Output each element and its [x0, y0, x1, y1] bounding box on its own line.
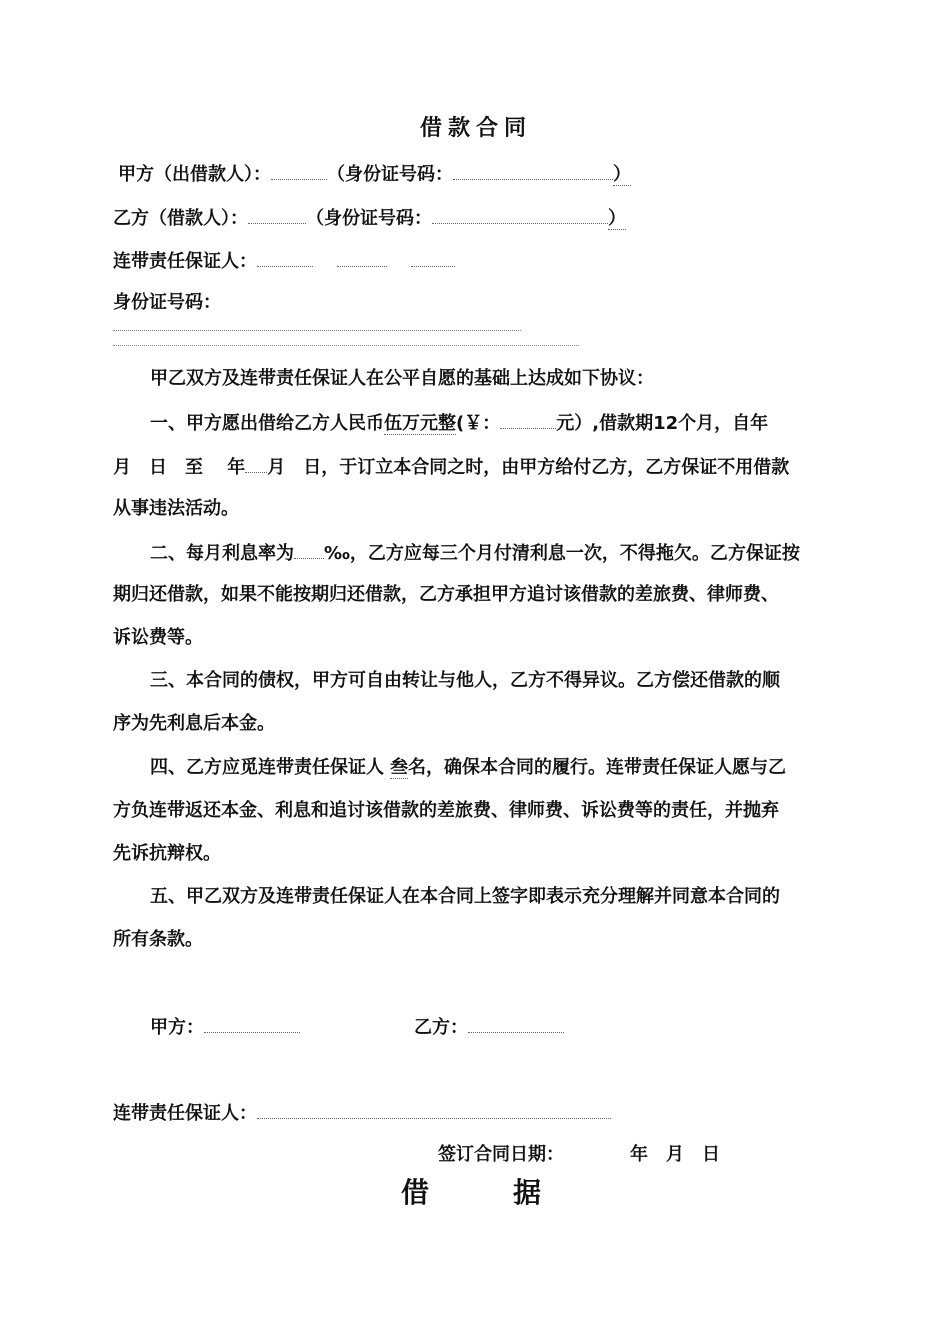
- sign-guarantor-field[interactable]: [257, 1100, 611, 1119]
- id-number-rule-2[interactable]: [113, 345, 579, 346]
- guarantor-count: 叁: [390, 757, 408, 778]
- party-b-id-field[interactable]: [432, 205, 608, 224]
- clause1-line2: [113, 454, 789, 480]
- party-a-id-field[interactable]: [453, 161, 613, 180]
- party-b-close-paren: ）: [608, 208, 626, 229]
- sign-party-a-label: 甲方：: [150, 1017, 204, 1038]
- id-number-label: 身份证号码：: [113, 292, 221, 313]
- clause1-line1: [150, 410, 768, 436]
- clause2-line2: 期归还借款，如果不能按期归还借款，乙方承担甲方追讨该借款的差旅费、律师费、: [113, 584, 779, 605]
- guarantor-line: [113, 248, 455, 274]
- clause1-text-c: 元）,借款期: [556, 413, 654, 434]
- sign-party-b: [414, 1014, 564, 1040]
- party-b-name-field[interactable]: [248, 205, 306, 224]
- guarantor-label: 连带责任保证人：: [113, 251, 257, 272]
- guarantor-name-field-2[interactable]: [337, 248, 387, 267]
- clause1-line3: 从事违法活动。: [113, 498, 239, 519]
- clause1-date-text-b: 月 日，于订立本合同之时，由甲方给付乙方，乙方保证不用借款: [267, 457, 790, 478]
- clause4-line2: 方负连带返还本金、利息和追讨该借款的差旅费、律师费、诉讼费等的责任，并抛弃: [113, 800, 779, 821]
- loan-amount-field[interactable]: [500, 410, 556, 429]
- clause5-line2: 所有条款。: [113, 929, 203, 950]
- clause4-line1: [150, 756, 786, 780]
- sign-party-a: [150, 1014, 300, 1040]
- clause1-text-a: 一、甲方愿出借给乙方人民币: [150, 413, 384, 434]
- clause4-line3: 先诉抗辩权。: [113, 843, 221, 864]
- sign-guarantor: [113, 1100, 611, 1126]
- clause1-text-b: (￥：: [456, 413, 501, 434]
- contract-date: [438, 1143, 720, 1167]
- guarantor-name-field-3[interactable]: [411, 248, 455, 267]
- contract-date-label: 签订合同日期：: [438, 1144, 564, 1165]
- clause4-text-a: 四、乙方应觅连带责任保证人: [150, 757, 384, 778]
- contract-date-ymd: 年 月 日: [630, 1144, 720, 1165]
- sign-guarantor-label: 连带责任保证人：: [113, 1103, 257, 1124]
- receipt-title: 借 据: [401, 1176, 542, 1209]
- party-b-label: 乙方（借款人）：: [113, 208, 248, 229]
- party-b-line: [113, 205, 626, 231]
- end-month-field[interactable]: [245, 454, 267, 473]
- party-a-line: [118, 161, 631, 187]
- id-number-rule-1[interactable]: [113, 330, 521, 331]
- clause3-line2: 序为先利息后本金。: [113, 713, 275, 734]
- preamble: 甲乙双方及连带责任保证人在公平自愿的基础上达成如下协议：: [150, 368, 654, 389]
- clause1-date-text-a: 月 日 至 年: [113, 457, 246, 478]
- party-a-close-paren: ）: [613, 164, 631, 185]
- party-b-id-label: （身份证号码：: [306, 208, 432, 229]
- party-a-name-field[interactable]: [271, 161, 327, 180]
- party-a-label: 甲方（出借款人）：: [118, 164, 271, 185]
- clause1-text-d: 个月，自年: [678, 413, 769, 434]
- clause2-text-b: ‰，乙方应每三个月付清利息一次，不得拖欠。乙方保证按: [324, 543, 800, 564]
- sign-party-b-label: 乙方：: [414, 1017, 468, 1038]
- clause2-text-a: 二、每月利息率为: [150, 543, 294, 564]
- sign-party-a-field[interactable]: [204, 1014, 300, 1033]
- interest-rate-field[interactable]: [294, 540, 324, 559]
- clause5-line1: 五、甲乙双方及连带责任保证人在本合同上签字即表示充分理解并同意本合同的: [150, 886, 780, 907]
- party-a-id-label: （身份证号码：: [327, 164, 453, 185]
- clause2-line1: [150, 540, 800, 566]
- clause4-text-b: 名，确保本合同的履行。连带责任保证人愿与乙: [408, 757, 786, 778]
- loan-amount-words: 伍万元整: [384, 413, 456, 434]
- clause3-line1: 三、本合同的债权，甲方可自由转让与他人，乙方不得异议。乙方偿还借款的顺: [150, 670, 780, 691]
- page-title: 借款合同: [420, 116, 533, 141]
- guarantor-name-field-1[interactable]: [257, 248, 313, 267]
- loan-term: 12: [653, 413, 679, 434]
- sign-party-b-field[interactable]: [468, 1014, 564, 1033]
- clause2-line3: 诉讼费等。: [113, 627, 203, 648]
